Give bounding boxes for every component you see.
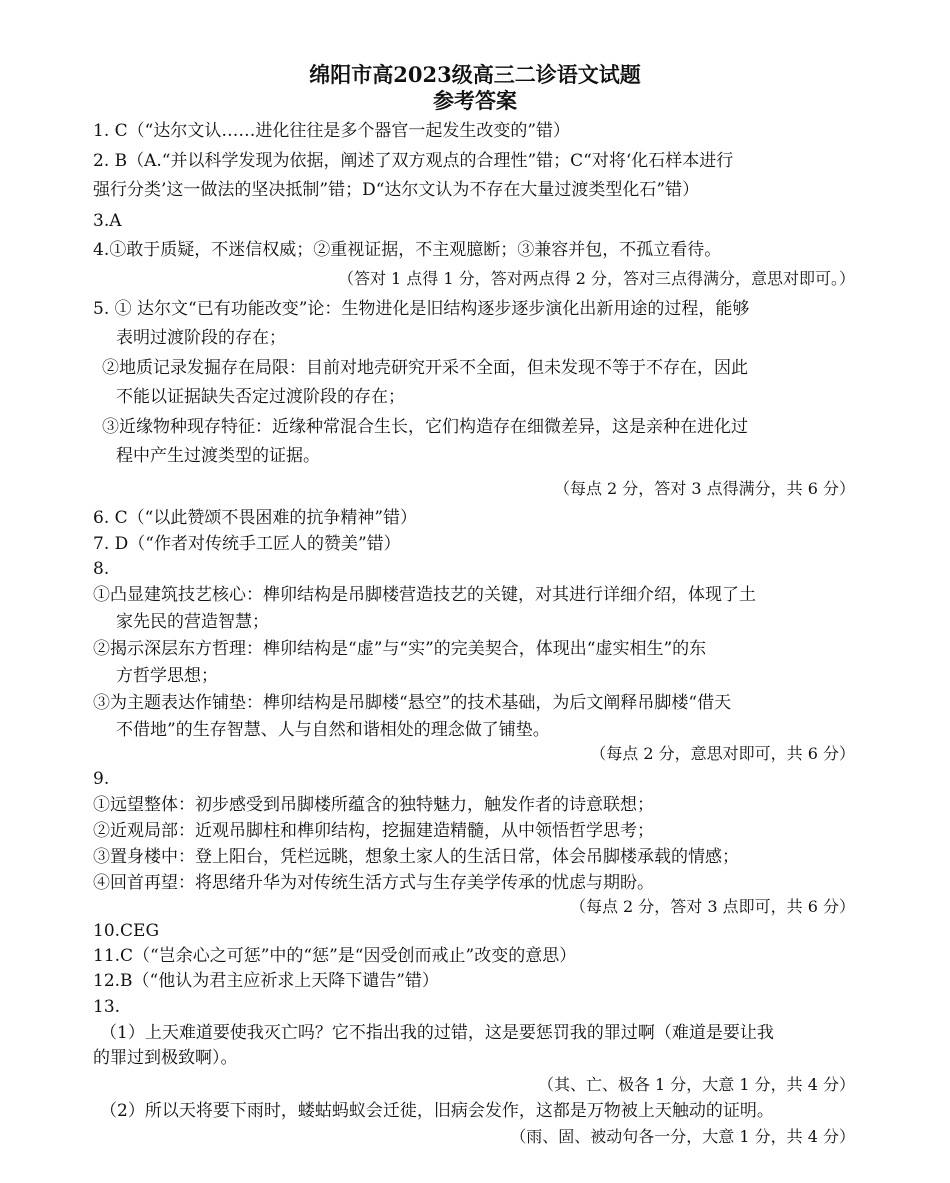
answer-line: ④回首再望：将思绪升华为对传统生活方式与生存美学传承的忧虑与期盼。 [93,873,654,893]
answer-line: 2. B（A.“并以科学发现为依据，阐述了双方观点的合理性”错；C“对将‘化石样本进行 [93,151,734,171]
answer-line: （2）所以天将要下雨时，蝼蛄蚂蚁会迁徙，旧病会发作，这都是万物被上天触动的证明。 [100,1101,774,1121]
answer-line: ③为主题表达作铺垫：榫卯结构是吊脚楼“悬空”的技术基础，为后文阐释吊脚楼“借天 [93,693,732,713]
answer-line: 8. [93,559,110,579]
answer-line: 7. D（“作者对传统手工匠人的赞美”错） [93,534,401,554]
answer-line: ③置身楼中：登上阳台，凭栏远眺，想象土家人的生活日常，体会吊脚楼承载的情感； [93,847,739,867]
score-note: （雨、固、被动句各一分，大意 1 分，共 4 分） [510,1127,855,1146]
page-subtitle: 参考答案 [433,88,517,113]
answer-line: 5. ① 达尔文“已有功能改变”论：生物进化是旧结构逐步逐步演化出新用途的过程，能够 [93,299,750,319]
score-note: （每点 2 分，答对 3 点即可，共 6 分） [569,897,855,916]
answer-line: （1）上天难道要使我灭亡吗？它不指出我的过错，这是要惩罚我的罪过啊（难道是要让我 [100,1023,774,1043]
answer-line: ②揭示深层东方哲理：榫卯结构是“虚”与“实”的完美契合，体现出“虚实相生”的东 [93,639,707,659]
answer-line: 1. C（“达尔文认……进化往往是多个器官一起发生改变的”错） [93,121,571,141]
answer-line: 表明过渡阶段的存在； [116,328,286,348]
score-note: （每点 2 分，意思对即可，共 6 分） [590,744,855,763]
answer-line: 6. C（“以此赞颂不畏困难的抗争精神”错） [93,508,418,528]
page-title: 绵阳市高2023级高三二诊语文试题 [309,62,641,87]
answer-line: 的罪过到极致啊）。 [93,1048,238,1068]
score-note: （每点 2 分，答对 3 点得满分，共 6 分） [553,479,855,498]
answer-line: ②地质记录发掘存在局限：目前对地壳研究开采不全面，但未发现不等于不存在，因此 [102,358,748,378]
answer-line: 不能以证据缺失否定过渡阶段的存在； [116,387,405,407]
answer-line: 10.CEG [93,921,160,941]
answer-line: 4.①敢于质疑，不迷信权威；②重视证据，不主观臆断；③兼容并包，不孤立看待。 [93,240,722,260]
answer-line: 不借地”的生存智慧、人与自然和谐相处的理念做了铺垫。 [116,720,550,740]
answer-line: 家先民的营造智慧； [116,612,269,632]
score-note: （答对 1 点得 1 分，答对两点得 2 分，答对三点得满分，意思对即可。） [337,269,855,288]
score-note: （其、亡、极各 1 分，大意 1 分，共 4 分） [537,1075,855,1094]
answer-line: 13. [93,997,121,1017]
answer-line: ①远望整体：初步感受到吊脚楼所蕴含的独特魅力，触发作者的诗意联想； [93,795,654,815]
answer-line: 强行分类’这一做法的坚决抵制”错；D“达尔文认为不存在大量过渡类型化石”错） [93,180,700,200]
answer-line: ①凸显建筑技艺核心：榫卯结构是吊脚楼营造技艺的关键，对其进行详细介绍，体现了土 [93,585,756,605]
answer-line: ③近缘物种现存特征：近缘种常混合生长，它们构造存在细微差异，这是亲种在进化过 [102,417,748,437]
answer-line: 3.A [93,211,122,231]
answer-line: 9. [93,769,110,789]
answer-line: 12.B（“他认为君主应祈求上天降下谴告”错） [93,971,439,991]
answer-line: ②近观局部：近观吊脚柱和榫卯结构，挖掘建造精髓，从中领悟哲学思考； [93,821,654,841]
answer-line: 方哲学思想； [116,666,218,686]
answer-line: 11.C（“岂余心之可惩”中的“惩”是“因受创而戒止”改变的意思） [93,946,577,966]
answer-line: 程中产生过渡类型的证据。 [116,446,320,466]
